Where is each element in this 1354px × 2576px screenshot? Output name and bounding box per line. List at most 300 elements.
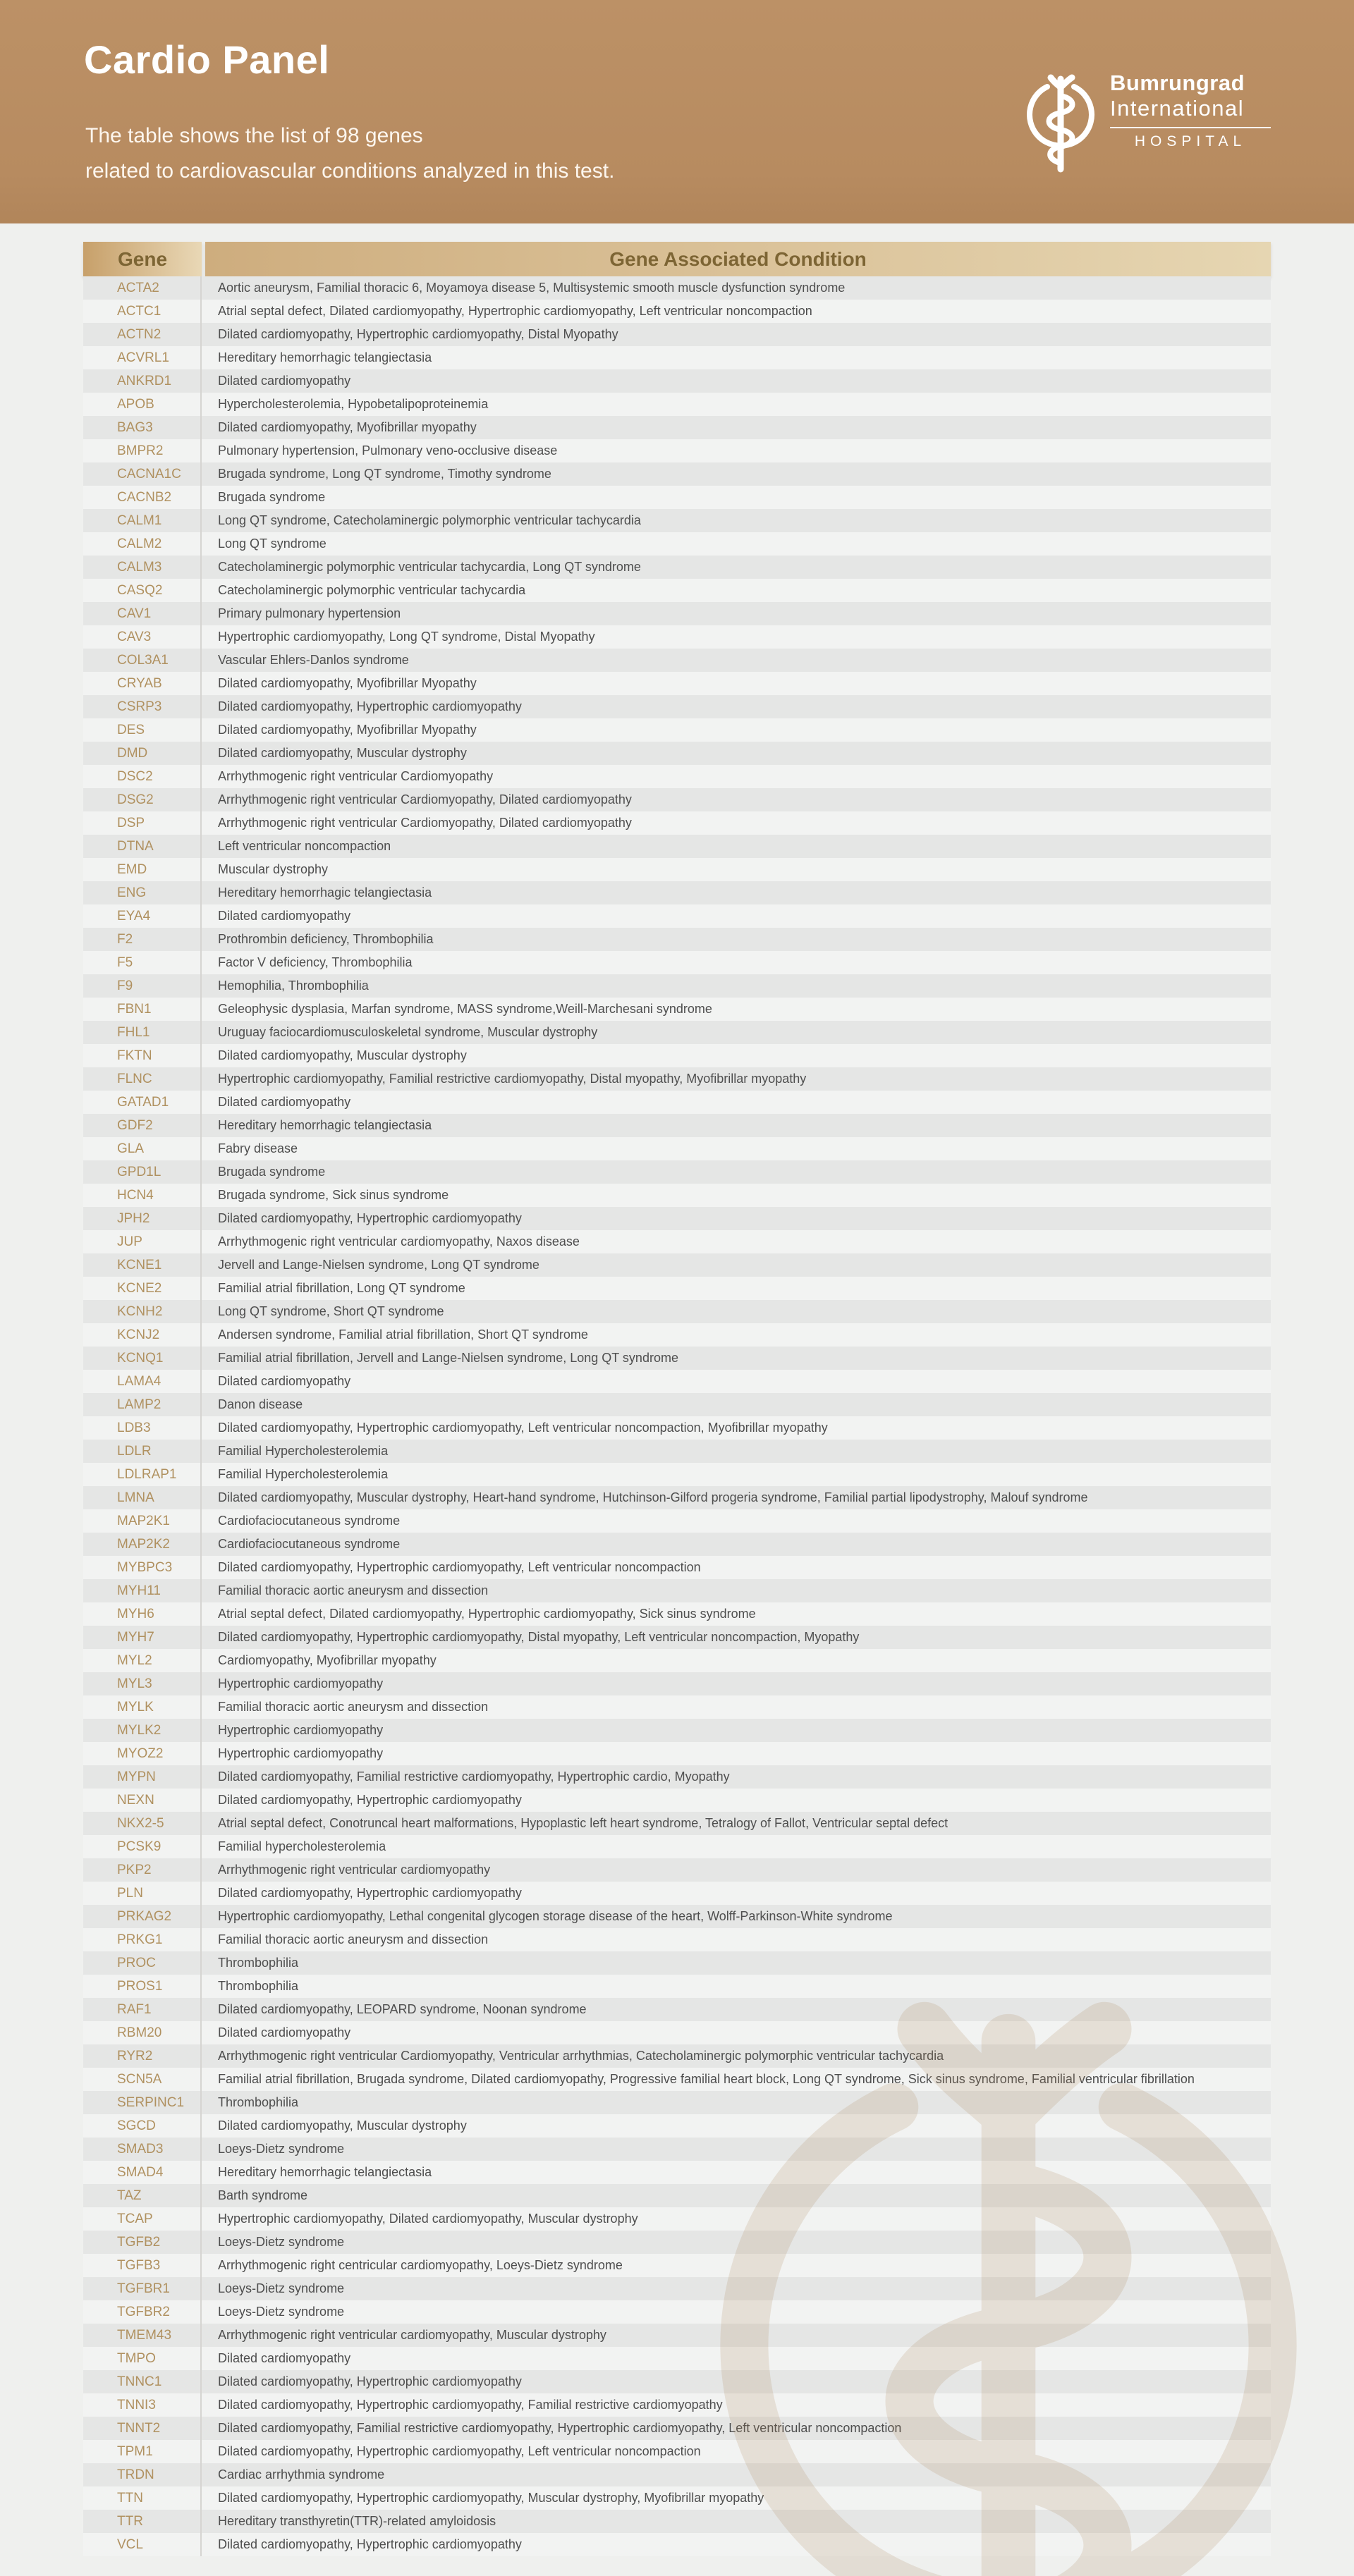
gene-name: MYL2	[83, 1649, 202, 1672]
gene-condition: Dilated cardiomyopathy, Hypertrophic cardiomyopathy	[218, 1886, 522, 1900]
table-row	[83, 579, 1271, 602]
gene-name: F5	[83, 951, 202, 974]
gene-name: ACVRL1	[83, 346, 202, 369]
gene-condition: Arrhythmogenic right ventricular cardiomyopathy	[218, 1863, 491, 1877]
table-row	[83, 2091, 1271, 2114]
gene-name: MYLK2	[83, 1719, 202, 1742]
table-row	[83, 1323, 1271, 1347]
gene-name: TPM1	[83, 2440, 202, 2463]
table-row	[83, 1835, 1271, 1858]
table-row	[83, 2184, 1271, 2207]
table-row	[83, 369, 1271, 393]
table-row	[83, 1742, 1271, 1765]
gene-name: BMPR2	[83, 439, 202, 462]
gene-condition: Dilated cardiomyopathy	[218, 374, 351, 388]
gene-condition: Dilated cardiomyopathy	[218, 1374, 351, 1388]
gene-name: RYR2	[83, 2044, 202, 2068]
gene-name: COL3A1	[83, 649, 202, 672]
page-title: Cardio Panel	[84, 37, 330, 82]
gene-name: ACTA2	[83, 276, 202, 300]
gene-name: TRDN	[83, 2463, 202, 2486]
gene-name: TMPO	[83, 2347, 202, 2370]
gene-table-header	[83, 242, 1271, 276]
gene-name: PLN	[83, 1882, 202, 1905]
gene-condition: Primary pulmonary hypertension	[218, 606, 401, 620]
page-subtitle-line2: related to cardiovascular conditions analyzed in this test.	[85, 159, 615, 183]
gene-name: TAZ	[83, 2184, 202, 2207]
gene-condition: Hereditary hemorrhagic telangiectasia	[218, 2165, 432, 2179]
gene-condition: Danon disease	[218, 1397, 303, 1411]
table-row	[83, 2393, 1271, 2417]
gene-name: LAMP2	[83, 1393, 202, 1416]
gene-condition: Dilated cardiomyopathy, Hypertrophic cardiomyopathy	[218, 699, 522, 713]
gene-name: DES	[83, 718, 202, 742]
table-row	[83, 2440, 1271, 2463]
table-row	[83, 2486, 1271, 2510]
gene-condition: Factor V deficiency, Thrombophilia	[218, 955, 413, 969]
table-row	[83, 300, 1271, 323]
table-row	[83, 1858, 1271, 1882]
table-row	[83, 1556, 1271, 1579]
table-row	[83, 1998, 1271, 2021]
gene-name: DTNA	[83, 835, 202, 858]
table-row	[83, 1370, 1271, 1393]
gene-condition: Familial Hypercholesterolemia	[218, 1444, 389, 1458]
gene-condition: Dilated cardiomyopathy, Hypertrophic cardiomyopathy, Muscular dystrophy, Myofibrillar myopathy	[218, 2491, 764, 2505]
gene-condition: Hereditary transthyretin(TTR)-related amyloidosis	[218, 2514, 496, 2528]
gene-name: LMNA	[83, 1486, 202, 1509]
table-row	[83, 416, 1271, 439]
gene-name: LDLRAP1	[83, 1463, 202, 1486]
table-row	[83, 2370, 1271, 2393]
table-row	[83, 1160, 1271, 1184]
gene-name: JUP	[83, 1230, 202, 1253]
gene-condition: Barth syndrome	[218, 2188, 308, 2202]
gene-name: VCL	[83, 2533, 202, 2556]
gene-table	[83, 242, 1271, 2556]
gene-condition: Cardiac arrhythmia syndrome	[218, 2467, 385, 2482]
gene-condition: Catecholaminergic polymorphic ventricular tachycardia	[218, 583, 526, 597]
gene-name: CAV3	[83, 625, 202, 649]
gene-name: BAG3	[83, 416, 202, 439]
table-row	[83, 951, 1271, 974]
gene-condition: Hypertrophic cardiomyopathy	[218, 1676, 384, 1691]
gene-condition: Dilated cardiomyopathy	[218, 2351, 351, 2365]
table-row	[83, 1416, 1271, 1440]
gene-name: TNNC1	[83, 2370, 202, 2393]
gene-condition: Arrhythmogenic right ventricular Cardiomyopathy	[218, 769, 494, 783]
gene-condition: Familial hypercholesterolemia	[218, 1839, 386, 1853]
gene-name: CASQ2	[83, 579, 202, 602]
gene-condition: Cardiomyopathy, Myofibrillar myopathy	[218, 1653, 437, 1667]
table-row	[83, 486, 1271, 509]
gene-condition: Brugada syndrome	[218, 1165, 326, 1179]
gene-condition: Dilated cardiomyopathy, Hypertrophic cardiomyopathy, Familial restrictive cardiomyopathy	[218, 2398, 723, 2412]
gene-name: TGFBR1	[83, 2277, 202, 2300]
gene-condition: Hereditary hemorrhagic telangiectasia	[218, 350, 432, 364]
gene-condition: Dilated cardiomyopathy, Muscular dystrophy	[218, 2118, 467, 2133]
gene-condition: Andersen syndrome, Familial atrial fibrillation, Short QT syndrome	[218, 1327, 588, 1342]
table-row	[83, 1905, 1271, 1928]
table-row	[83, 1533, 1271, 1556]
gene-name: CACNA1C	[83, 462, 202, 486]
gene-name: MYBPC3	[83, 1556, 202, 1579]
table-row	[83, 1230, 1271, 1253]
column-header-gene: Gene	[83, 242, 202, 276]
gene-name: CAV1	[83, 602, 202, 625]
gene-name: CALM3	[83, 556, 202, 579]
gene-condition: Loeys-Dietz syndrome	[218, 2281, 345, 2295]
table-row	[83, 323, 1271, 346]
table-row	[83, 2231, 1271, 2254]
gene-condition: Dilated cardiomyopathy	[218, 1095, 351, 1109]
gene-condition: Arrhythmogenic right centricular cardiomyopathy, Loeys-Dietz syndrome	[218, 2258, 623, 2272]
gene-condition: Loeys-Dietz syndrome	[218, 2142, 345, 2156]
table-row	[83, 1765, 1271, 1789]
gene-condition: Thrombophilia	[218, 1979, 299, 1993]
gene-condition: Dilated cardiomyopathy, Familial restrictive cardiomyopathy, Hypertrophic cardiomyopathy, Left ventricular noncompaction	[218, 2421, 902, 2435]
gene-condition: Dilated cardiomyopathy, Muscular dystrophy	[218, 1048, 467, 1062]
gene-name: ENG	[83, 881, 202, 904]
table-row	[83, 672, 1271, 695]
gene-name: SCN5A	[83, 2068, 202, 2091]
table-row	[83, 835, 1271, 858]
gene-condition: Hypertrophic cardiomyopathy, Long QT syndrome, Distal Myopathy	[218, 630, 595, 644]
table-row	[83, 1602, 1271, 1626]
logo-name-bumrungrad: Bumrungrad	[1110, 70, 1245, 95]
gene-name: RAF1	[83, 1998, 202, 2021]
gene-condition: Dilated cardiomyopathy, Myofibrillar Myopathy	[218, 676, 477, 690]
gene-condition: Familial atrial fibrillation, Brugada syndrome, Dilated cardiomyopathy, Progressive familial heart block, Long QT syndrome, Sick sinus syndrome, Familial ventricular fibrillation	[218, 2072, 1195, 2086]
gene-name: KCNJ2	[83, 1323, 202, 1347]
gene-condition: Dilated cardiomyopathy, Hypertrophic cardiomyopathy	[218, 1793, 522, 1807]
gene-name: PRKAG2	[83, 1905, 202, 1928]
gene-name: KCNE1	[83, 1253, 202, 1277]
table-row	[83, 1300, 1271, 1323]
gene-name: FKTN	[83, 1044, 202, 1067]
table-row	[83, 2138, 1271, 2161]
gene-name: GLA	[83, 1137, 202, 1160]
gene-condition: Dilated cardiomyopathy, Hypertrophic cardiomyopathy, Distal myopathy, Left ventricular noncompaction, Myopathy	[218, 1630, 860, 1644]
gene-name: DMD	[83, 742, 202, 765]
logo-name-hospital: HOSPITAL	[1134, 133, 1247, 149]
gene-condition: Dilated cardiomyopathy, Muscular dystrophy, Heart-hand syndrome, Hutchinson-Gilford progeria syndrome, Familial partial lipodystrophy, Malouf syndrome	[218, 1490, 1088, 1504]
table-row	[83, 1649, 1271, 1672]
table-row	[83, 1951, 1271, 1975]
table-row	[83, 1719, 1271, 1742]
gene-name: CALM1	[83, 509, 202, 532]
gene-condition: Familial thoracic aortic aneurysm and dissection	[218, 1700, 489, 1714]
gene-name: KCNQ1	[83, 1347, 202, 1370]
table-row	[83, 462, 1271, 486]
table-row	[83, 718, 1271, 742]
gene-condition: Arrhythmogenic right ventricular Cardiomyopathy, Ventricular arrhythmias, Catecholaminergic polymorphic ventricular tachycardia	[218, 2049, 944, 2063]
gene-name: GATAD1	[83, 1091, 202, 1114]
gene-name: TTR	[83, 2510, 202, 2533]
gene-condition: Familial thoracic aortic aneurysm and dissection	[218, 1932, 489, 1946]
gene-name: CRYAB	[83, 672, 202, 695]
table-row	[83, 1137, 1271, 1160]
table-row	[83, 625, 1271, 649]
table-row	[83, 1626, 1271, 1649]
gene-condition: Dilated cardiomyopathy, Hypertrophic cardiomyopathy, Left ventricular noncompaction, Myofibrillar myopathy	[218, 1421, 828, 1435]
table-row	[83, 1347, 1271, 1370]
gene-name: MAP2K1	[83, 1509, 202, 1533]
gene-condition: Dilated cardiomyopathy, Hypertrophic cardiomyopathy	[218, 2537, 522, 2551]
table-row	[83, 2510, 1271, 2533]
table-row	[83, 1509, 1271, 1533]
gene-condition: Dilated cardiomyopathy, Myofibrillar myopathy	[218, 420, 477, 434]
gene-condition: Dilated cardiomyopathy, Muscular dystrophy	[218, 746, 467, 760]
table-row	[83, 2207, 1271, 2231]
logo-divider	[1110, 127, 1271, 128]
table-row	[83, 1067, 1271, 1091]
gene-condition: Arrhythmogenic right ventricular Cardiomyopathy, Dilated cardiomyopathy	[218, 792, 632, 806]
gene-name: KCNE2	[83, 1277, 202, 1300]
gene-condition: Dilated cardiomyopathy	[218, 909, 351, 923]
table-row	[83, 1695, 1271, 1719]
gene-name: MYH7	[83, 1626, 202, 1649]
gene-name: SERPINC1	[83, 2091, 202, 2114]
table-row	[83, 904, 1271, 928]
table-row	[83, 1207, 1271, 1230]
gene-condition: Thrombophilia	[218, 2095, 299, 2109]
gene-name: EYA4	[83, 904, 202, 928]
gene-name: MYH11	[83, 1579, 202, 1602]
gene-condition: Vascular Ehlers-Danlos syndrome	[218, 653, 409, 667]
gene-name: MYOZ2	[83, 1742, 202, 1765]
gene-name: APOB	[83, 393, 202, 416]
gene-condition: Familial atrial fibrillation, Jervell and Lange-Nielsen syndrome, Long QT syndrome	[218, 1351, 678, 1365]
gene-name: PRKG1	[83, 1928, 202, 1951]
gene-name: HCN4	[83, 1184, 202, 1207]
hospital-logo-text	[1110, 70, 1271, 150]
gene-condition: Hereditary hemorrhagic telangiectasia	[218, 1118, 432, 1132]
gene-name: GPD1L	[83, 1160, 202, 1184]
hospital-logo	[1024, 70, 1271, 176]
gene-name: CACNB2	[83, 486, 202, 509]
gene-condition: Dilated cardiomyopathy, Hypertrophic cardiomyopathy	[218, 1211, 522, 1225]
table-row	[83, 2277, 1271, 2300]
gene-condition: Hypertrophic cardiomyopathy	[218, 1746, 384, 1760]
table-row	[83, 649, 1271, 672]
gene-name: TMEM43	[83, 2324, 202, 2347]
table-row	[83, 1579, 1271, 1602]
gene-condition: Hypertrophic cardiomyopathy, Dilated cardiomyopathy, Muscular dystrophy	[218, 2212, 638, 2226]
logo-name-international: International	[1110, 96, 1245, 121]
table-row	[83, 974, 1271, 998]
gene-condition: Geleophysic dysplasia, Marfan syndrome, MASS syndrome,Weill-Marchesani syndrome	[218, 1002, 712, 1016]
gene-condition: Muscular dystrophy	[218, 862, 329, 876]
gene-name: MAP2K2	[83, 1533, 202, 1556]
gene-condition: Aortic aneurysm, Familial thoracic 6, Moyamoya disease 5, Multisystemic smooth muscle dysfunction syndrome	[218, 281, 846, 295]
gene-condition: Long QT syndrome	[218, 536, 327, 551]
gene-name: RBM20	[83, 2021, 202, 2044]
table-row	[83, 532, 1271, 556]
table-row	[83, 1021, 1271, 1044]
table-row	[83, 1091, 1271, 1114]
gene-condition: Prothrombin deficiency, Thrombophilia	[218, 932, 434, 946]
gene-name: NEXN	[83, 1789, 202, 1812]
table-row	[83, 1672, 1271, 1695]
gene-condition: Dilated cardiomyopathy, Hypertrophic cardiomyopathy, Distal Myopathy	[218, 327, 618, 341]
gene-condition: Hypertrophic cardiomyopathy, Lethal congenital glycogen storage disease of the heart, Wolff-Parkinson-White syndrome	[218, 1909, 893, 1923]
table-row	[83, 509, 1271, 532]
gene-condition: Loeys-Dietz syndrome	[218, 2235, 345, 2249]
table-row	[83, 1393, 1271, 1416]
gene-name: CSRP3	[83, 695, 202, 718]
table-row	[83, 811, 1271, 835]
table-row	[83, 998, 1271, 1021]
gene-name: FHL1	[83, 1021, 202, 1044]
gene-name: PROS1	[83, 1975, 202, 1998]
page-subtitle	[85, 118, 614, 189]
table-row	[83, 556, 1271, 579]
gene-name: TGFBR2	[83, 2300, 202, 2324]
gene-name: NKX2-5	[83, 1812, 202, 1835]
gene-name: SGCD	[83, 2114, 202, 2138]
gene-condition: Hereditary hemorrhagic telangiectasia	[218, 885, 432, 900]
page-subtitle-line1: The table shows the list of 98 genes	[85, 124, 423, 147]
table-row	[83, 1928, 1271, 1951]
table-row	[83, 881, 1271, 904]
gene-condition: Dilated cardiomyopathy	[218, 2025, 351, 2040]
gene-condition: Arrhythmogenic right ventricular cardiomyopathy, Muscular dystrophy	[218, 2328, 606, 2342]
table-row	[83, 1882, 1271, 1905]
table-row	[83, 1184, 1271, 1207]
gene-name: PKP2	[83, 1858, 202, 1882]
table-row	[83, 1975, 1271, 1998]
table-row	[83, 1486, 1271, 1509]
gene-condition: Brugada syndrome, Long QT syndrome, Timothy syndrome	[218, 467, 551, 481]
table-row	[83, 2300, 1271, 2324]
gene-name: F9	[83, 974, 202, 998]
gene-name: DSC2	[83, 765, 202, 788]
gene-condition: Thrombophilia	[218, 1956, 299, 1970]
table-row	[83, 788, 1271, 811]
gene-name: LAMA4	[83, 1370, 202, 1393]
table-row	[83, 2254, 1271, 2277]
table-row	[83, 858, 1271, 881]
gene-condition: Atrial septal defect, Dilated cardiomyopathy, Hypertrophic cardiomyopathy, Left ventricular noncompaction	[218, 304, 812, 318]
gene-name: TTN	[83, 2486, 202, 2510]
gene-condition: Hypertrophic cardiomyopathy	[218, 1723, 384, 1737]
table-row	[83, 276, 1271, 300]
table-row	[83, 2068, 1271, 2091]
table-row	[83, 1253, 1271, 1277]
gene-name: MYLK	[83, 1695, 202, 1719]
gene-name: GDF2	[83, 1114, 202, 1137]
gene-condition: Left ventricular noncompaction	[218, 839, 391, 853]
gene-condition: Cardiofaciocutaneous syndrome	[218, 1537, 401, 1551]
column-header-condition: Gene Associated Condition	[205, 242, 1271, 276]
gene-condition: Pulmonary hypertension, Pulmonary veno-occlusive disease	[218, 443, 558, 458]
gene-condition: Uruguay faciocardiomusculoskeletal syndrome, Muscular dystrophy	[218, 1025, 598, 1039]
gene-condition: Dilated cardiomyopathy, LEOPARD syndrome, Noonan syndrome	[218, 2002, 587, 2016]
gene-name: KCNH2	[83, 1300, 202, 1323]
gene-name: TNNI3	[83, 2393, 202, 2417]
gene-name: ACTC1	[83, 300, 202, 323]
table-row	[83, 346, 1271, 369]
gene-condition: Dilated cardiomyopathy, Hypertrophic cardiomyopathy	[218, 2374, 522, 2388]
gene-condition: Cardiofaciocutaneous syndrome	[218, 1514, 401, 1528]
gene-condition: Catecholaminergic polymorphic ventricular tachycardia, Long QT syndrome	[218, 560, 641, 574]
gene-condition: Atrial septal defect, Dilated cardiomyopathy, Hypertrophic cardiomyopathy, Sick sinus syndrome	[218, 1607, 756, 1621]
table-row	[83, 1812, 1271, 1835]
gene-condition: Long QT syndrome, Catecholaminergic polymorphic ventricular tachycardia	[218, 513, 641, 527]
gene-name: PROC	[83, 1951, 202, 1975]
gene-name: ANKRD1	[83, 369, 202, 393]
gene-name: DSP	[83, 811, 202, 835]
gene-name: ACTN2	[83, 323, 202, 346]
gene-name: F2	[83, 928, 202, 951]
table-row	[83, 602, 1271, 625]
table-row	[83, 2044, 1271, 2068]
gene-name: TGFB2	[83, 2231, 202, 2254]
table-row	[83, 1463, 1271, 1486]
gene-name: CALM2	[83, 532, 202, 556]
gene-name: MYH6	[83, 1602, 202, 1626]
gene-condition: Familial thoracic aortic aneurysm and dissection	[218, 1583, 489, 1597]
table-row	[83, 2417, 1271, 2440]
gene-condition: Dilated cardiomyopathy, Hypertrophic cardiomyopathy, Left ventricular noncompaction	[218, 1560, 701, 1574]
table-row	[83, 2161, 1271, 2184]
gene-condition: Long QT syndrome, Short QT syndrome	[218, 1304, 444, 1318]
gene-condition: Familial atrial fibrillation, Long QT syndrome	[218, 1281, 465, 1295]
gene-name: PCSK9	[83, 1835, 202, 1858]
gene-name: MYL3	[83, 1672, 202, 1695]
table-row	[83, 439, 1271, 462]
table-row	[83, 742, 1271, 765]
gene-condition: Dilated cardiomyopathy, Myofibrillar Myopathy	[218, 723, 477, 737]
gene-name: SMAD3	[83, 2138, 202, 2161]
gene-condition: Dilated cardiomyopathy, Hypertrophic cardiomyopathy, Left ventricular noncompaction	[218, 2444, 701, 2458]
page-header	[0, 0, 1354, 223]
table-row	[83, 2533, 1271, 2556]
table-row	[83, 2347, 1271, 2370]
gene-name: FBN1	[83, 998, 202, 1021]
gene-condition: Brugada syndrome, Sick sinus syndrome	[218, 1188, 449, 1202]
gene-condition: Loeys-Dietz syndrome	[218, 2305, 345, 2319]
gene-name: MYPN	[83, 1765, 202, 1789]
gene-name: TGFB3	[83, 2254, 202, 2277]
gene-condition: Brugada syndrome	[218, 490, 326, 504]
table-row	[83, 2463, 1271, 2486]
gene-condition: Hemophilia, Thrombophilia	[218, 979, 369, 993]
gene-name: EMD	[83, 858, 202, 881]
table-row	[83, 695, 1271, 718]
gene-condition: Arrhythmogenic right ventricular cardiomyopathy, Naxos disease	[218, 1234, 580, 1249]
gene-table-body	[83, 276, 1271, 2556]
table-row	[83, 1277, 1271, 1300]
table-row	[83, 2324, 1271, 2347]
gene-name: JPH2	[83, 1207, 202, 1230]
gene-condition: Familial Hypercholesterolemia	[218, 1467, 389, 1481]
gene-condition: Dilated cardiomyopathy, Familial restrictive cardiomyopathy, Hypertrophic cardio, Myopathy	[218, 1770, 730, 1784]
gene-condition: Fabry disease	[218, 1141, 298, 1155]
table-row	[83, 1440, 1271, 1463]
gene-condition: Atrial septal defect, Conotruncal heart malformations, Hypoplastic left heart syndrome, Tetralogy of Fallot, Ventricular septal defect	[218, 1816, 949, 1830]
gene-condition: Hypercholesterolemia, Hypobetalipoproteinemia	[218, 397, 489, 411]
table-row	[83, 2114, 1271, 2138]
gene-name: DSG2	[83, 788, 202, 811]
gene-name: TNNT2	[83, 2417, 202, 2440]
gene-condition: Arrhythmogenic right ventricular Cardiomyopathy, Dilated cardiomyopathy	[218, 816, 632, 830]
gene-name: FLNC	[83, 1067, 202, 1091]
table-row	[83, 393, 1271, 416]
table-row	[83, 765, 1271, 788]
table-row	[83, 1789, 1271, 1812]
